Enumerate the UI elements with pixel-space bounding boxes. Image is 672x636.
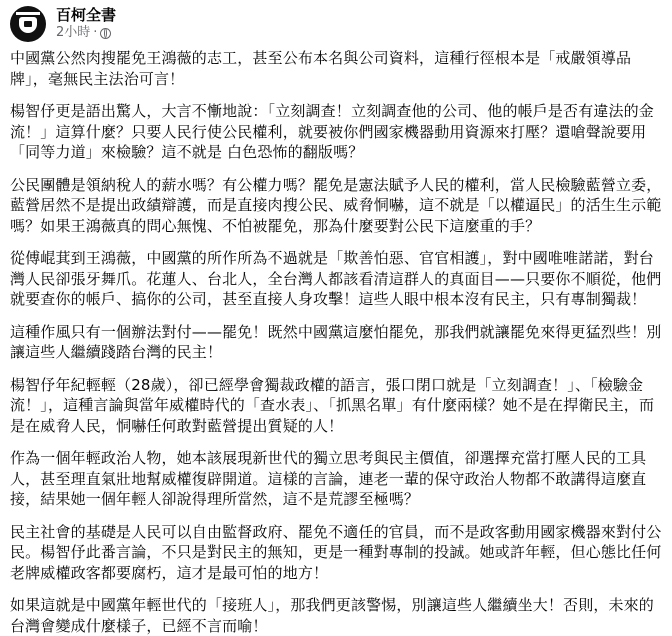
post-paragraph-8: 民主社會的基礎是人民可以自由監督政府、罷免不適任的官員，而不是政客動用國家機器來對付公民。楊智伃此番言論，不只是對民主的無知，更是一種對專制的投誠。她或許年輕，但心態比任何老牌威權政客都要腐朽，這才是最可怕的地方！ xyxy=(10,522,662,582)
post-meta xyxy=(56,4,116,41)
post-paragraph-9: 如果這就是中國黨年輕世代的「接班人」，那我們更該警惕，別讓這些人繼續坐大！否則，未來的台灣會變成什麼樣子，已經不言而喻！ xyxy=(10,596,654,635)
post-paragraph-5: 這種作風只有一個辦法對付——罷免！既然中國黨這麼怕罷免，那我們就讓罷免來得更猛烈些！別讓這些人繼續踐踏台灣的民主！ xyxy=(10,322,662,361)
separator-dot: · xyxy=(93,25,98,40)
post-time[interactable]: 2小時 xyxy=(56,25,91,40)
page-avatar[interactable] xyxy=(10,6,46,42)
post-paragraph-1: 中國黨公然肉搜罷免王鴻薇的志工，甚至公布本名與公司資料，這種行徑根本是「戒嚴領導品牌」，毫無民主法治可言！ xyxy=(10,49,632,88)
post-paragraph-3: 公民團體是領納稅人的薪水嗎？有公權力嗎？罷免是憲法賦予人民的權利，當人民檢驗藍營立委，藍營居然不是提出政績辯護，而是直接肉搜公民、威脅恫嚇，這不就是「以權逼民」的活生生示範嗎？如果王鴻薇真的問心無愧、不怕被罷免，那為什麼要對公民下這麼重的手？ xyxy=(10,175,662,235)
post-paragraph-2: 楊智伃更是語出驚人，大言不慚地說：「立刻調查！立刻調查他的公司、他的帳戶是否有違法的金流！」這算什麼？只要人民行使公民權利，就要被你們國家機器動用資源來打壓？還嗆聲說要用「同等力道」來檢驗？這不就是 白色恐怖的翻版嗎？ xyxy=(10,102,654,161)
post-body xyxy=(10,48,662,636)
avatar-shield-icon xyxy=(19,17,37,33)
post-paragraph-6: 楊智伃年紀輕輕（28歲），卻已經學會獨裁政權的語言，張口閉口就是「立刻調查！」、「檢驗金流！」，這種言論與當年威權時代的「查水表」、「抓黑名單」有什麼兩樣？她不是在捍衛民主，而是在威脅人民，恫嚇任何敢對藍營提出質疑的人！ xyxy=(10,375,655,435)
post-paragraph-7: 作為一個年輕政治人物，她本該展現新世代的獨立思考與民主價值，卻選擇充當打壓人民的工具人，甚至理直氣壯地幫威權復辟開道。這樣的言論，連老一輩的保守政治人物都不敢講得這麼直接，結果她一個年輕人卻說得理所當然，這不是荒謬至極嗎？ xyxy=(10,449,647,508)
page-name[interactable]: 百柯全書 xyxy=(56,6,117,24)
post-header xyxy=(10,0,662,48)
globe-icon[interactable] xyxy=(100,28,111,39)
avatar-logo-bar xyxy=(16,12,40,15)
post-subline xyxy=(56,25,116,41)
post-paragraph-4: 從傅崐萁到王鴻薇，中國黨的所作所為不過就是「欺善怕惡、官官相護」，對中國唯唯諾諾，對台灣人民卻張牙舞爪。花蓮人、台北人，全台灣人都該看清這群人的真面目——只要你不順從，他們就要查你的帳戶、搞你的公司，甚至直接人身攻擊！這些人眼中根本沒有民主，只有專制獨裁！ xyxy=(10,249,662,308)
